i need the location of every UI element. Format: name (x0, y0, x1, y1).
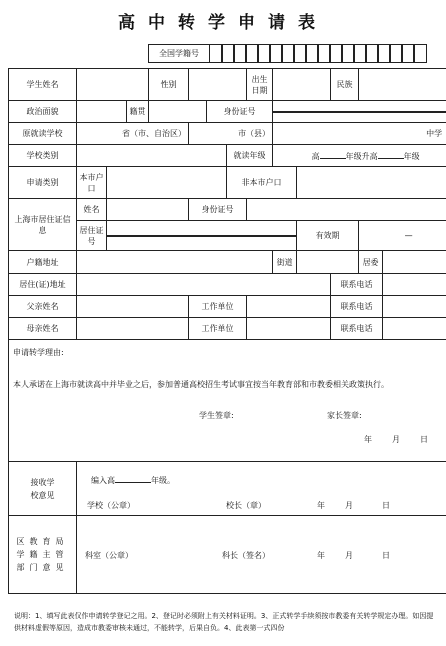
page-title: 高中转学申请表 (118, 13, 328, 33)
school-day: 日 (382, 501, 390, 510)
grade-label: 就读年级 (227, 145, 273, 167)
political-field[interactable] (77, 101, 127, 123)
father-name-field[interactable] (77, 296, 189, 318)
enroll-grade-blank[interactable] (115, 474, 151, 483)
mother-work-label: 工作单位 (189, 318, 247, 340)
pledge-text: 本人承诺在上海市就读高中并毕业之后，参加普通高校招生考试事宜按当年教育部和市教委相关政策执行。 (13, 380, 389, 389)
section-seal-label: 科室（公章） (85, 551, 133, 560)
receiving-school-label: 接收学校意见 (9, 462, 77, 516)
mother-name-label: 母亲姓名 (9, 318, 77, 340)
valid-period-dash: — (404, 231, 413, 240)
district-bureau-label: 区教育局学籍主管部门意见 (9, 516, 77, 594)
middle-school-field[interactable] (273, 123, 446, 145)
bureau-year: 年 (317, 551, 325, 560)
mother-phone-field[interactable] (383, 318, 446, 340)
residence-no-label: 居住证号 (77, 221, 107, 251)
student-sign-label: 学生签章: (199, 411, 234, 420)
birth-date-field[interactable] (273, 69, 331, 101)
reason-label: 申请转学理由: (13, 348, 64, 357)
local-hukou-label: 本市户口 (77, 167, 107, 199)
grade-mid-label: 年级升高 (345, 151, 378, 161)
father-phone-label: 联系电话 (331, 296, 383, 318)
bureau-day: 日 (382, 551, 390, 560)
native-place-label: 籍贯 (127, 101, 149, 123)
school-year: 年 (317, 501, 325, 510)
hukou-address-label: 户籍地址 (9, 251, 77, 274)
father-name-label: 父亲姓名 (9, 296, 77, 318)
apply-type-label: 申请类别 (9, 167, 77, 199)
grade-field[interactable] (273, 145, 446, 167)
resident-name-label: 姓名 (77, 199, 107, 221)
hukou-address-field[interactable] (77, 251, 273, 274)
student-name-label: 学生姓名 (9, 69, 77, 101)
mother-phone-label: 联系电话 (331, 318, 383, 340)
birth-date-label: 出生日期 (247, 69, 273, 101)
sign-day: 日 (420, 435, 428, 444)
school-seal-label: 学校（公章） (87, 501, 135, 510)
nonlocal-hukou-field[interactable] (297, 167, 446, 199)
resident-name-field[interactable] (107, 199, 189, 221)
street-label: 街道 (273, 251, 297, 274)
committee-field[interactable] (383, 251, 446, 274)
residence-no-boxes[interactable] (107, 221, 297, 251)
native-place-field[interactable] (149, 101, 207, 123)
grade-to-blank[interactable] (378, 150, 404, 159)
ethnicity-field[interactable] (359, 69, 446, 101)
residence-address-field[interactable] (77, 274, 331, 296)
student-name-field[interactable] (77, 69, 149, 101)
committee-label: 居委 (359, 251, 383, 274)
residence-phone-label: 联系电话 (331, 274, 383, 296)
section-chief-label: 科长（签名） (222, 551, 270, 560)
registry-digit-box[interactable] (413, 44, 427, 63)
province-field[interactable] (77, 123, 189, 145)
mother-name-field[interactable] (77, 318, 189, 340)
street-field[interactable] (297, 251, 359, 274)
residence-info-label: 上海市居住证信息 (9, 199, 77, 251)
residence-address-label: 居住(证)地址 (9, 274, 77, 296)
political-label: 政治面貌 (9, 101, 77, 123)
grade-from-label: 高 (311, 151, 320, 161)
principal-seal-label: 校长（章） (226, 501, 266, 510)
enroll-prefix: 编入高 (91, 476, 115, 485)
father-work-label: 工作单位 (189, 296, 247, 318)
resident-id-field[interactable] (247, 199, 446, 221)
province-suffix: 省（市、自治区） (122, 129, 187, 138)
registry-label: 全国学籍号 (148, 44, 210, 63)
receiving-school-field[interactable] (77, 462, 446, 516)
application-form (8, 68, 446, 594)
district-bureau-field[interactable] (77, 516, 446, 594)
valid-period-field[interactable] (359, 221, 446, 251)
school-type-label: 学校类别 (9, 145, 77, 167)
grade-from-blank[interactable] (320, 150, 346, 159)
mother-work-field[interactable] (247, 318, 331, 340)
resident-id-label: 身份证号 (189, 199, 247, 221)
footnote: 说明：1、填写此表仅作申请转学登记之用。2、登记时必须附上有关材料证明。3、正式转学手续须按市教委有关转学规定办理。如因提供材料虚假等原因，造成市教委审核未通过，不能转学，后果自负。4、此表第一式四份 (14, 612, 434, 632)
school-month: 月 (345, 501, 353, 510)
parent-sign-label: 家长签章: (327, 411, 362, 420)
middle-school-suffix: 中学 (426, 129, 443, 138)
prev-school-label: 原就读学校 (9, 123, 77, 145)
ethnicity-label: 民族 (331, 69, 359, 101)
city-field[interactable] (189, 123, 273, 145)
valid-period-label: 有效期 (297, 221, 359, 251)
id-number-label: 身份证号 (207, 101, 273, 123)
residence-phone-field[interactable] (383, 274, 446, 296)
grade-end-label: 年级 (403, 151, 420, 161)
bureau-month: 月 (345, 551, 353, 560)
father-phone-field[interactable] (383, 296, 446, 318)
local-hukou-field[interactable] (107, 167, 227, 199)
sign-month: 月 (392, 435, 400, 444)
father-work-field[interactable] (247, 296, 331, 318)
school-type-field[interactable] (77, 145, 227, 167)
gender-field[interactable] (189, 69, 247, 101)
enroll-suffix: 年级。 (151, 476, 175, 485)
nonlocal-hukou-label: 非本市户口 (227, 167, 297, 199)
sign-year: 年 (364, 435, 372, 444)
city-suffix: 市（县） (238, 129, 271, 138)
id-number-boxes[interactable] (273, 101, 446, 123)
gender-label: 性别 (149, 69, 189, 101)
reason-section[interactable] (9, 340, 446, 462)
